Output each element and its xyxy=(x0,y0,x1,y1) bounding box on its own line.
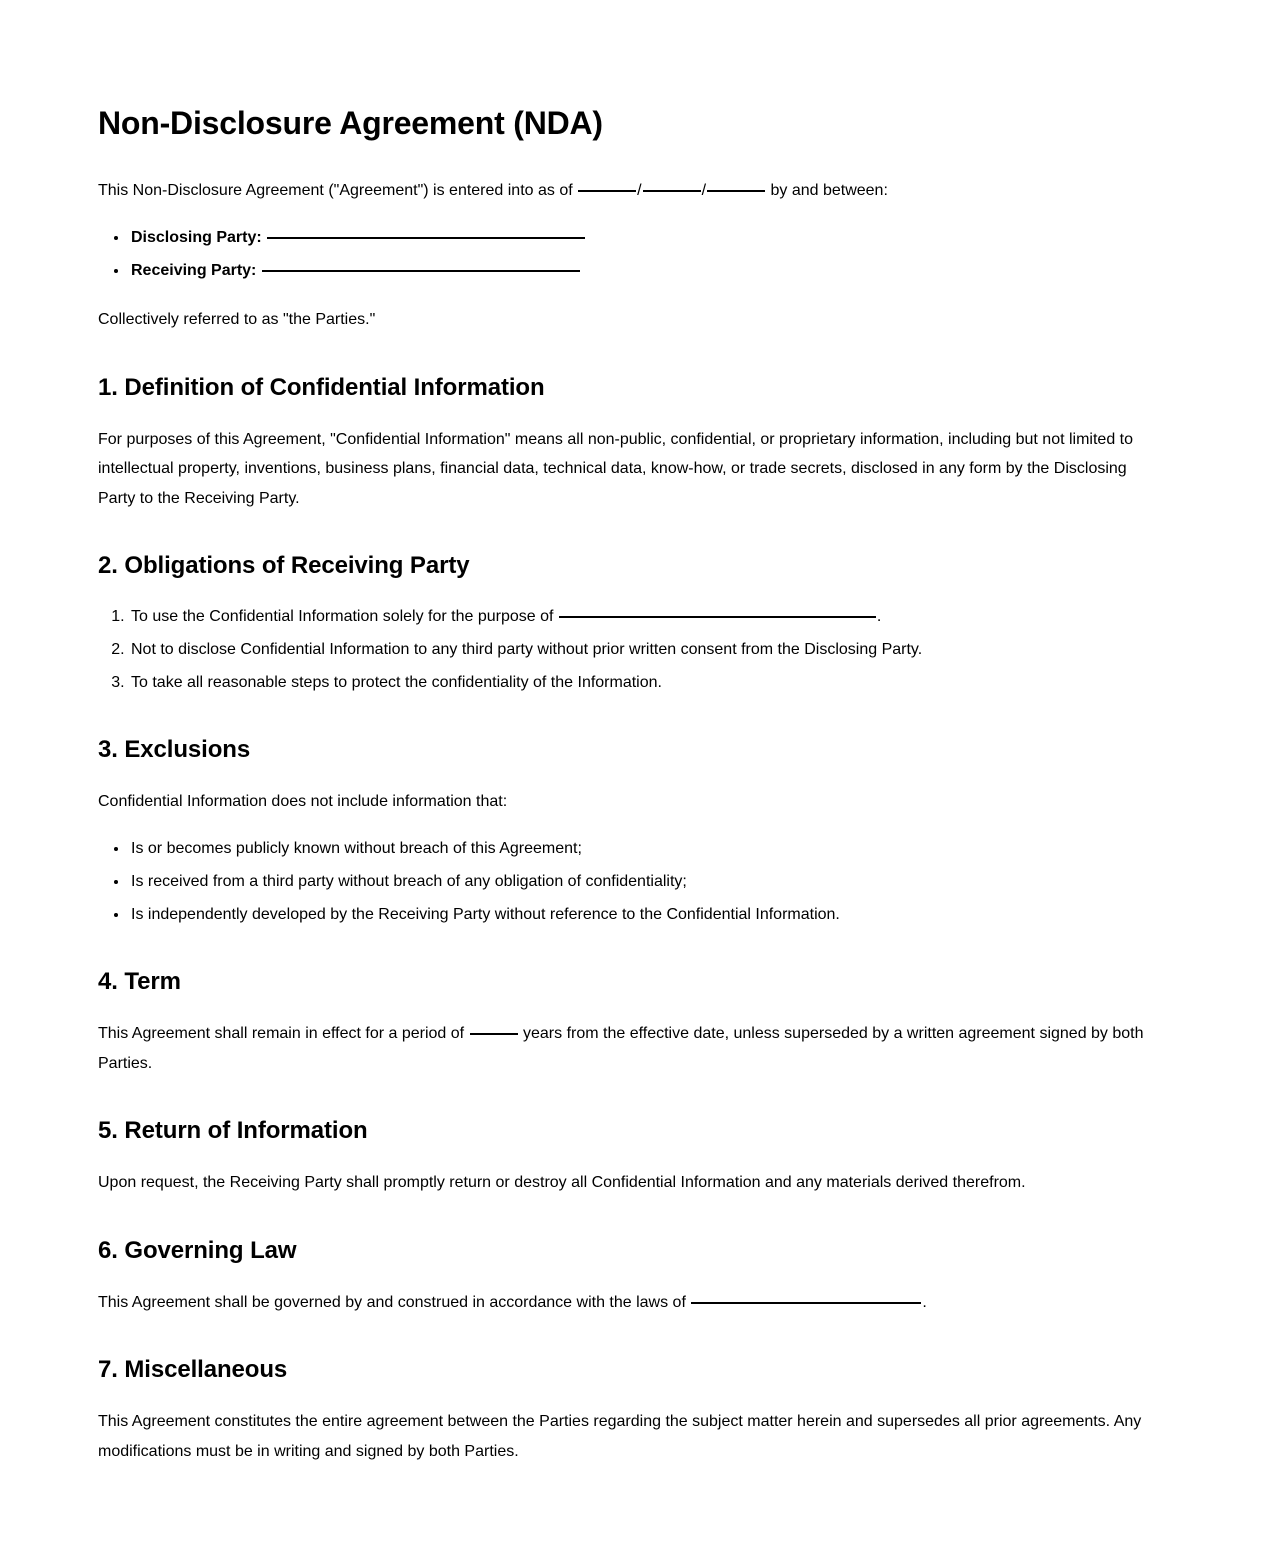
date-separator-1: / xyxy=(637,182,642,200)
intro-trailing-text: by and between: xyxy=(766,182,888,200)
section-heading-return: 5. Return of Information xyxy=(98,1117,368,1145)
list-item-exclusion-3: • Is independently developed by the Receiving Party without reference to the Confidential Information. xyxy=(129,901,1165,929)
effective-date-month-blank[interactable] xyxy=(578,190,636,192)
term-prefix-text: This Agreement shall remain in effect for a period of xyxy=(98,1024,469,1042)
page-title: Non-Disclosure Agreement (NDA) xyxy=(98,105,603,141)
date-separator-2: / xyxy=(701,182,707,200)
governing-law-suffix-text: . xyxy=(922,1293,927,1311)
section-heading-obligations: 2. Obligations of Receiving Party xyxy=(98,552,470,580)
section-heading-exclusions: 3. Exclusions xyxy=(98,736,251,764)
agreement-intro-paragraph xyxy=(98,176,1165,206)
term-suffix-text: years from the effective date, unless superseded by a written agreement signed by both Parties. xyxy=(98,1024,1144,1072)
section-heading-definition: 1. Definition of Confidential Information xyxy=(98,373,545,401)
term-years-blank[interactable] xyxy=(470,1033,518,1035)
exclusions-list xyxy=(98,835,1165,929)
exclusions-lead-text: Confidential Information does not include information that: xyxy=(98,793,508,811)
governing-law-blank[interactable] xyxy=(691,1302,921,1304)
receiving-party-label: Receiving Party: xyxy=(131,261,257,279)
receiving-party-blank[interactable] xyxy=(262,270,580,272)
section-heading-miscellaneous: 7. Miscellaneous xyxy=(98,1356,288,1384)
governing-law-prefix-text: This Agreement shall be governed by and construed in accordance with the laws of xyxy=(98,1293,691,1311)
list-item-exclusion-2: • Is received from a third party without breach of any obligation of confidentiality; xyxy=(129,868,1165,896)
purpose-blank[interactable] xyxy=(559,616,876,618)
list-item-obligation-2 xyxy=(129,636,1165,664)
section-definition-paragraph: For purposes of this Agreement, "Confidential Information" means all non-public, confidential, or proprietary information, including but not limited to intellectual property, inventions, business plans, financial data, technical data, know-how, or trade secrets, disclosed in any form by the Disclosing Party to the Receiving Party. xyxy=(98,430,1134,507)
list-item-exclusion-1: • Is or becomes publicly known without breach of this Agreement; xyxy=(129,835,1165,863)
section-return-paragraph: Upon request, the Receiving Party shall promptly return or destroy all Confidential Information and any materials derived therefrom. xyxy=(98,1174,1026,1192)
obligations-list xyxy=(98,603,1165,697)
intro-lead-text: This Non-Disclosure Agreement ("Agreement") is entered into as of xyxy=(98,182,578,200)
section-term-paragraph xyxy=(98,1019,1165,1078)
disclosing-party-blank[interactable] xyxy=(267,237,585,239)
section-miscellaneous-paragraph: This Agreement constitutes the entire agreement between the Parties regarding the subject matter herein and supersedes all prior agreements. Any modifications must be in writing and signed by both Parties. xyxy=(98,1413,1142,1460)
section-heading-term: 4. Term xyxy=(98,967,181,995)
effective-date-year-blank[interactable] xyxy=(707,190,765,192)
obligation-1-text: To use the Confidential Information solely for the purpose of xyxy=(131,608,558,626)
obligation-3-text: To take all reasonable steps to protect the confidentiality of the Information. xyxy=(131,674,662,692)
section-governing-law-paragraph xyxy=(98,1288,1165,1318)
collective-reference-note: Collectively referred to as "the Parties." xyxy=(98,310,376,328)
list-item-obligation-1 xyxy=(129,603,1165,631)
list-item-obligation-3 xyxy=(129,669,1165,697)
obligation-2-text: Not to disclose Confidential Information to any third party without prior written consent from the Disclosing Party. xyxy=(131,641,923,659)
effective-date-day-blank[interactable] xyxy=(643,190,701,192)
disclosing-party-label: Disclosing Party: xyxy=(131,228,262,246)
list-item-disclosing-party xyxy=(129,224,1165,252)
list-item-receiving-party xyxy=(129,257,1165,285)
section-heading-governing-law: 6. Governing Law xyxy=(98,1236,297,1264)
obligation-1-suffix: . xyxy=(876,608,882,626)
parties-list xyxy=(98,224,1165,285)
